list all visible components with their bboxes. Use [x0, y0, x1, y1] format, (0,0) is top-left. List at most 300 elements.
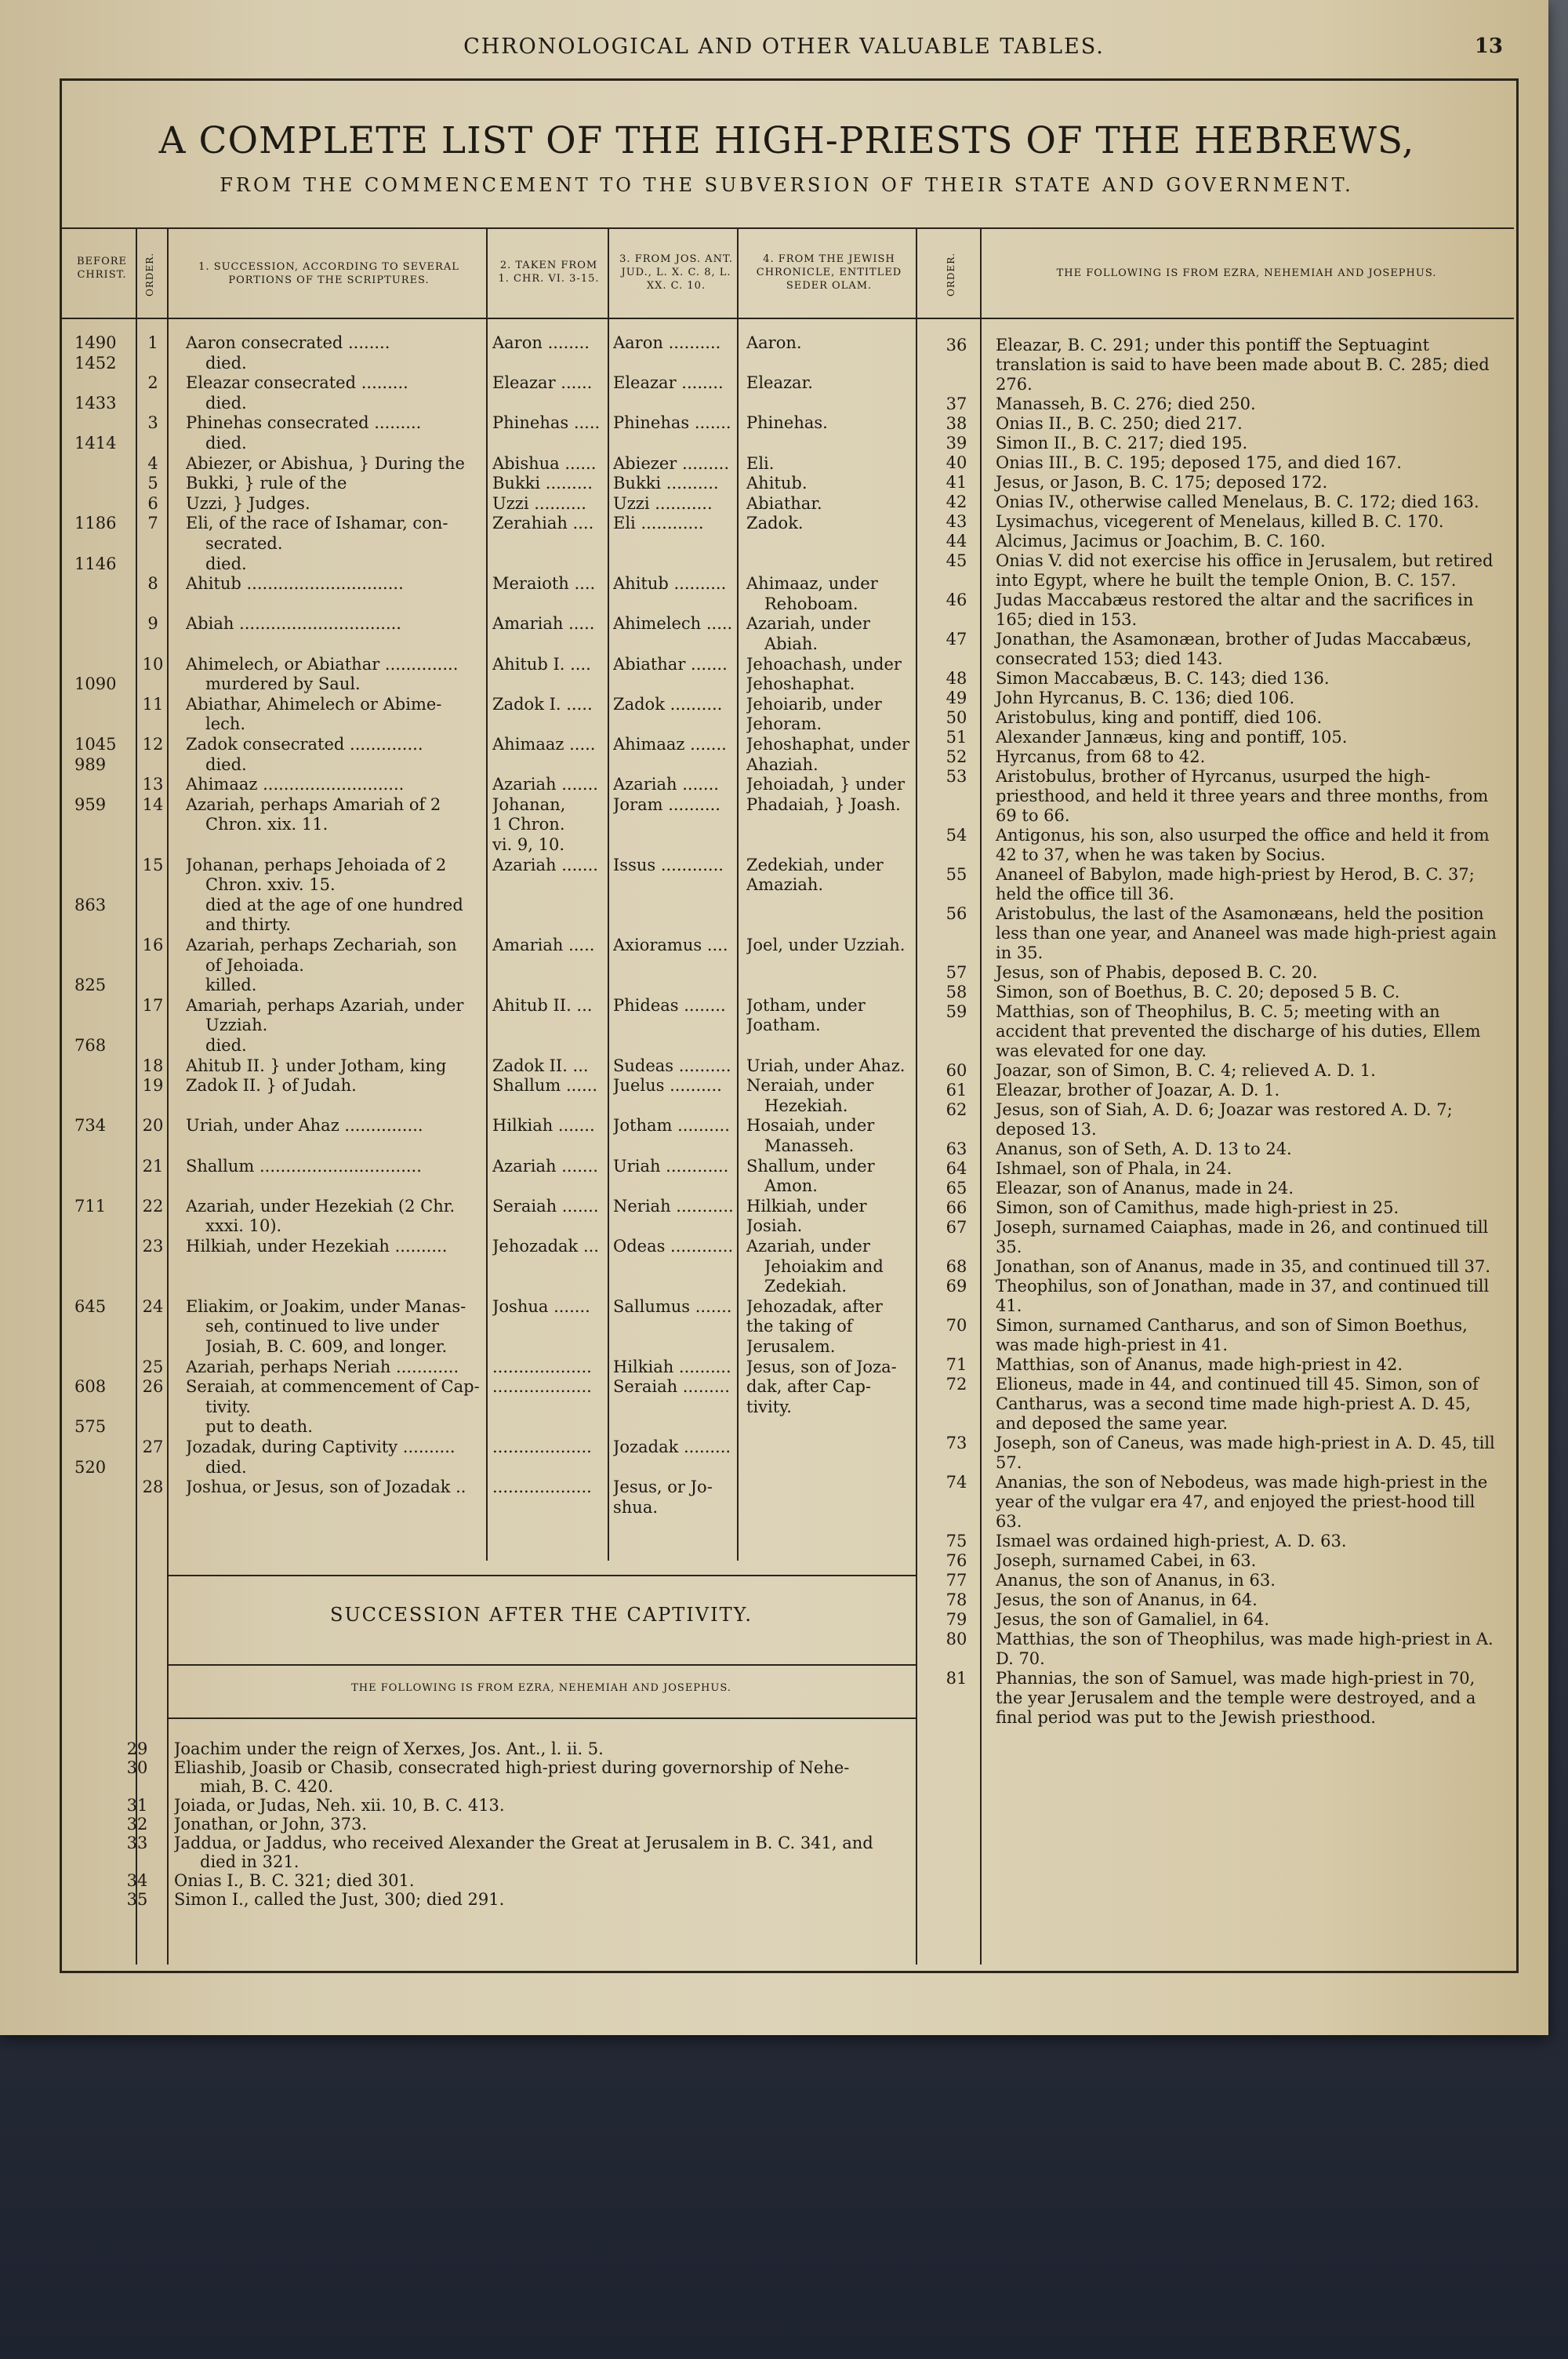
order-cell: 14 — [142, 794, 164, 814]
succession-cell: Amariah, perhaps Azariah, under — [186, 995, 464, 1015]
succession-cell: Phinehas consecrated ......... — [186, 413, 422, 433]
right-entry — [946, 1100, 1501, 1140]
year-cell: 1433 — [74, 393, 117, 413]
header-col1: 1. SUCCESSION, ACCORDING TO SEVERAL PORTIONS OF THE SCRIPTURES. — [198, 261, 459, 286]
order-cell: 72 — [946, 1375, 967, 1394]
succession-cell: Johanan, perhaps Jehoiada of 2 — [186, 855, 447, 874]
right-entry — [946, 336, 1501, 394]
succession-cell: Ahitub .............................. — [186, 574, 404, 594]
year-cell: 1490 — [74, 333, 117, 352]
entry-text: Onias III., B. C. 195; deposed 175, and died 167. — [996, 453, 1402, 472]
order-cell: 80 — [946, 1630, 967, 1648]
chronicles-cell: Phinehas ..... — [492, 413, 601, 433]
succession-cell: Ahimaaz ........................... — [186, 775, 405, 794]
entry-text: Ananus, the son of Ananus, in 63. — [996, 1571, 1276, 1590]
josephus-cell: Phinehas ....... — [613, 413, 731, 433]
captivity-entry: Jaddua, or Jaddus, who received Alexander the Great at Jerusalem in B. C. 341, and — [174, 1834, 873, 1852]
order-cell: 12 — [142, 735, 164, 754]
order-cell: 67 — [946, 1218, 967, 1237]
order-cell: 42 — [946, 493, 967, 511]
order-cell: 45 — [946, 551, 967, 570]
captivity-entry: Onias I., B. C. 321; died 301. — [174, 1871, 415, 1890]
order-cell: 40 — [946, 453, 967, 472]
succession-cell: Hilkiah, under Hezekiah .......... — [186, 1237, 448, 1256]
right-entry — [946, 1061, 1501, 1081]
year-cell: 1414 — [74, 434, 117, 453]
right-entry — [946, 1198, 1501, 1218]
year-cell: 1146 — [74, 554, 117, 573]
year-cell: 825 — [74, 976, 107, 995]
order-cell: 60 — [946, 1061, 967, 1080]
header-col3: 3. FROM JOS. ANT. JUD., L. X. C. 8, L. XX. C. 10. — [619, 253, 733, 292]
succession-cell: seh, continued to live under — [205, 1317, 439, 1336]
order-cell: 66 — [946, 1198, 967, 1217]
chronicles-cell: Abishua ...... — [492, 453, 597, 473]
order-cell: 62 — [946, 1100, 967, 1119]
right-entry — [946, 1081, 1501, 1100]
order-cell: 59 — [946, 1002, 967, 1021]
right-entry — [946, 826, 1501, 865]
order-cell: 71 — [946, 1355, 967, 1374]
order-cell: 24 — [142, 1296, 164, 1316]
right-entry — [946, 1434, 1501, 1473]
order-cell: 7 — [147, 514, 158, 533]
order-cell: 46 — [946, 591, 967, 609]
year-cell: 959 — [74, 794, 107, 814]
year-cell: 863 — [74, 895, 107, 914]
succession-cell: killed. — [205, 976, 257, 995]
succession-cell: Abiah ............................... — [186, 614, 401, 634]
captivity-entry: Simon I., called the Just, 300; died 291. — [174, 1890, 505, 1909]
order-cell: 69 — [946, 1277, 967, 1296]
josephus-cell: Sudeas .......... — [613, 1056, 731, 1075]
order-cell: 81 — [946, 1669, 967, 1688]
succession-cell: died. — [205, 754, 247, 774]
succession-cell: Azariah, perhaps Amariah of 2 — [186, 794, 441, 814]
seder-olam-cell: Jesus, son of Joza- — [746, 1357, 897, 1376]
seder-olam-cell: Jehozadak, after — [746, 1296, 883, 1316]
right-entry — [946, 1159, 1501, 1179]
captivity-top-rule — [167, 1575, 916, 1576]
succession-cell: Uriah, under Ahaz ............... — [186, 1116, 423, 1136]
captivity-entry: Jonathan, or John, 373. — [174, 1815, 368, 1834]
captivity-mid-rule — [167, 1664, 916, 1666]
chronicles-cell: Zerahiah .... — [492, 514, 594, 533]
order-cell: 3 — [147, 413, 158, 433]
josephus-cell: Odeas ............ — [613, 1237, 734, 1256]
seder-olam-cell: Ahaziah. — [746, 754, 818, 774]
chronicles-cell: Aaron ........ — [492, 333, 590, 352]
josephus-cell: Joram .......... — [613, 794, 720, 814]
order-cell: 9 — [147, 614, 158, 634]
josephus-cell: Bukki .......... — [613, 474, 719, 493]
seder-olam-cell: Aaron. — [746, 333, 802, 352]
chronicles-cell: Johanan, — [492, 794, 566, 814]
entry-text: Antigonus, his son, also usurped the office and held it from 42 to 37, when he was taken by Socius. — [996, 826, 1490, 864]
year-cell: 734 — [74, 1116, 107, 1136]
entry-text: Manasseh, B. C. 276; died 250. — [996, 394, 1256, 413]
succession-cell: tivity. — [205, 1397, 251, 1416]
year-cell: 711 — [74, 1196, 107, 1216]
josephus-cell: Zadok .......... — [613, 694, 723, 714]
entry-text: Alcimus, Jacimus or Joachim, B. C. 160. — [996, 532, 1326, 551]
succession-cell: Uzzi, } Judges. — [186, 493, 310, 513]
order-cell: 2 — [147, 373, 158, 393]
order-cell: 33 — [126, 1834, 148, 1852]
succession-cell: Ahitub II. } under Jotham, king — [186, 1056, 447, 1075]
order-cell: 78 — [946, 1590, 967, 1609]
succession-cell: Josiah, B. C. 609, and longer. — [205, 1337, 448, 1356]
josephus-cell: Juelus .......... — [613, 1076, 722, 1096]
header-right: THE FOLLOWING IS FROM EZRA, NEHEMIAH AND JOSEPHUS. — [1056, 267, 1437, 279]
seder-olam-cell: Josiah. — [746, 1216, 803, 1236]
entry-text: Theophilus, son of Jonathan, made in 37, and continued till 41. — [996, 1277, 1490, 1315]
right-entry — [946, 1590, 1501, 1610]
order-cell: 4 — [147, 453, 158, 473]
order-cell: 58 — [946, 983, 967, 1001]
succession-cell: died. — [205, 353, 247, 373]
succession-cell: died. — [205, 393, 247, 413]
right-entry — [946, 1551, 1501, 1571]
order-cell: 63 — [946, 1140, 967, 1158]
right-entry — [946, 1630, 1501, 1669]
succession-cell: Shallum ............................... — [186, 1156, 422, 1176]
entry-text: Eleazar, brother of Joazar, A. D. 1. — [996, 1081, 1280, 1100]
seder-olam-cell: Jehoram. — [746, 714, 822, 734]
seder-olam-cell: dak, after Cap- — [746, 1377, 872, 1397]
order-cell: 10 — [142, 654, 164, 674]
succession-cell: died. — [205, 434, 247, 453]
seder-olam-cell: Joatham. — [746, 1016, 821, 1035]
entry-text: Jesus, the son of Gamaliel, in 64. — [996, 1610, 1270, 1629]
seder-olam-cell: Jehoiakim and — [764, 1256, 884, 1276]
chronicles-cell: Meraioth .... — [492, 574, 596, 594]
running-head: CHRONOLOGICAL AND OTHER VALUABLE TABLES. — [463, 35, 1105, 59]
order-cell: 25 — [142, 1357, 164, 1376]
entry-text: Alexander Jannæus, king and pontiff, 105. — [996, 728, 1348, 747]
year-cell: 1186 — [74, 514, 117, 533]
seder-olam-cell: Ahimaaz, under — [746, 574, 878, 594]
chronicles-cell: Azariah ....... — [492, 855, 598, 874]
chronicles-cell: Bukki ......... — [492, 474, 593, 493]
year-cell: 575 — [74, 1417, 107, 1437]
succession-cell: Azariah, perhaps Zechariah, son — [186, 936, 457, 954]
seder-olam-cell: Jehoiarib, under — [746, 694, 882, 714]
order-cell: 31 — [126, 1796, 148, 1815]
josephus-cell: Eli ............ — [613, 514, 704, 533]
header-col4: 4. FROM THE JEWISH CHRONICLE, ENTITLED SEDER OLAM. — [756, 253, 902, 292]
order-cell: 21 — [142, 1156, 164, 1176]
seder-olam-cell: Jerusalem. — [746, 1337, 836, 1356]
chronicles-cell: Zadok I. ..... — [492, 694, 593, 714]
right-entry — [946, 394, 1501, 414]
succession-cell: Uzziah. — [205, 1016, 268, 1035]
order-cell: 17 — [142, 995, 164, 1015]
order-cell: 74 — [946, 1473, 967, 1492]
chronicles-cell: Seraiah ....... — [492, 1196, 599, 1216]
year-cell: 768 — [74, 1036, 107, 1055]
order-cell: 6 — [147, 493, 158, 513]
chronicles-cell: ................... — [492, 1438, 592, 1456]
josephus-cell: Jotham .......... — [613, 1116, 730, 1136]
seder-olam-cell: Shallum, under — [746, 1156, 875, 1176]
chronicles-cell: Shallum ...... — [492, 1076, 598, 1096]
entry-text: Ismael was ordained high-priest, A. D. 63. — [996, 1532, 1347, 1550]
seder-olam-cell: Eli. — [746, 453, 775, 473]
header-bottom-rule — [60, 318, 1514, 319]
succession-cell: Bukki, } rule of the — [186, 474, 347, 493]
right-entry — [946, 414, 1501, 434]
seder-olam-cell: Amon. — [764, 1176, 818, 1196]
right-entry — [946, 1571, 1501, 1590]
chronicles-cell: Amariah ..... — [492, 936, 595, 954]
right-entry — [946, 689, 1501, 708]
entry-text: Jonathan, the Asamonæan, brother of Judas Maccabæus, consecrated 153; died 143. — [996, 630, 1472, 668]
order-cell: 56 — [946, 904, 967, 923]
seder-olam-cell: Rehoboam. — [764, 594, 858, 613]
right-entry — [946, 1257, 1501, 1277]
order-cell: 57 — [946, 963, 967, 982]
year-cell: 520 — [74, 1457, 107, 1477]
josephus-cell: Abiathar ....... — [613, 654, 728, 674]
order-cell: 53 — [946, 767, 967, 786]
josephus-cell: Jesus, or Jo- — [613, 1478, 713, 1497]
entry-text: Ananeel of Babylon, made high-priest by Herod, B. C. 37; held the office till 36. — [996, 865, 1475, 903]
right-entry — [946, 669, 1501, 689]
entry-text: Onias II., B. C. 250; died 217. — [996, 414, 1243, 433]
entry-text: Jesus, or Jason, B. C. 175; deposed 172. — [996, 473, 1328, 492]
captivity-entry: miah, B. C. 420. — [200, 1777, 334, 1796]
captivity-entry: Joiada, or Judas, Neh. xii. 10, B. C. 413. — [174, 1796, 505, 1815]
entry-text: Lysimachus, vicegerent of Menelaus, killed B. C. 170. — [996, 512, 1444, 531]
year-cell: 1090 — [74, 674, 117, 694]
josephus-cell: Azariah ....... — [613, 775, 719, 794]
order-cell: 26 — [142, 1377, 164, 1397]
succession-cell: Ahimelech, or Abiathar .............. — [186, 654, 459, 674]
page-subtitle: FROM THE COMMENCEMENT TO THE SUBVERSION OF THEIR STATE AND GOVERNMENT. — [220, 174, 1354, 196]
order-cell: 38 — [946, 414, 967, 433]
entry-text: Simon, son of Boethus, B. C. 20; deposed 5 B. C. — [996, 983, 1400, 1001]
order-cell: 47 — [946, 630, 967, 649]
right-entry — [946, 1277, 1501, 1316]
header-order: ORDER. — [144, 252, 155, 297]
succession-cell: and thirty. — [205, 915, 292, 935]
order-cell: 41 — [946, 473, 967, 492]
order-cell: 13 — [142, 775, 164, 794]
seder-olam-cell: Hezekiah. — [764, 1096, 848, 1115]
order-cell: 70 — [946, 1316, 967, 1335]
josephus-cell: Ahimelech ..... — [613, 614, 733, 634]
order-cell: 77 — [946, 1571, 967, 1590]
right-entry — [946, 904, 1501, 963]
seder-olam-cell: Zedekiah, under — [746, 855, 884, 874]
right-entry — [946, 747, 1501, 767]
entry-text: Joazar, son of Simon, B. C. 4; relieved A. D. 1. — [996, 1061, 1376, 1080]
order-cell: 75 — [946, 1532, 967, 1550]
order-cell: 43 — [946, 512, 967, 531]
entry-text: Joseph, surnamed Cabei, in 63. — [996, 1551, 1257, 1570]
seder-olam-cell: Zedekiah. — [764, 1277, 848, 1296]
captivity-entry: died in 321. — [200, 1852, 299, 1871]
seder-olam-cell: Jehoiadah, } under — [746, 775, 906, 794]
right-entry — [946, 1218, 1501, 1257]
year-cell: 989 — [74, 754, 107, 774]
seder-olam-cell: Hosaiah, under — [746, 1116, 875, 1136]
page-title: A COMPLETE LIST OF THE HIGH-PRIESTS OF THE HEBREWS, — [158, 119, 1415, 162]
order-cell: 55 — [946, 865, 967, 884]
chronicles-cell: Hilkiah ....... — [492, 1116, 595, 1136]
order-cell: 16 — [142, 936, 164, 954]
entry-text: Eleazar, son of Ananus, made in 24. — [996, 1179, 1294, 1198]
entry-text: Ananus, son of Seth, A. D. 13 to 24. — [996, 1140, 1292, 1158]
right-entry — [946, 865, 1501, 904]
chronicles-cell: ................... — [492, 1357, 592, 1376]
year-cell: 645 — [74, 1296, 107, 1316]
josephus-cell: Abiezer ......... — [613, 453, 730, 473]
josephus-cell: shua. — [613, 1497, 659, 1517]
chronicles-cell: vi. 9, 10. — [492, 835, 565, 854]
entry-text: Simon, surnamed Cantharus, and son of Simon Boethus, was made high-priest in 41. — [996, 1316, 1468, 1354]
josephus-cell: Axioramus .... — [613, 936, 728, 954]
seder-olam-cell: Jehoshaphat, under — [746, 735, 910, 754]
right-entry — [946, 1179, 1501, 1198]
seder-olam-cell: Phadaiah, } Joash. — [746, 794, 901, 814]
entry-text: Simon II., B. C. 217; died 195. — [996, 434, 1248, 453]
year-cell: 1452 — [74, 353, 117, 373]
entry-text: Aristobulus, the last of the Asamonæans, held the position less than one year, and Ananeel was made high-priest again in 35. — [996, 904, 1497, 962]
chronicles-cell: Zadok II. ... — [492, 1056, 589, 1075]
entry-text: Elioneus, made in 44, and continued till 45. Simon, son of Cantharus, was a second time made high-priest A. D. 45, and deposed the same year. — [996, 1375, 1479, 1433]
josephus-cell: Phideas ........ — [613, 995, 726, 1015]
right-entry — [946, 473, 1501, 493]
entry-text: Judas Maccabæus restored the altar and the sacrifices in 165; died in 153. — [996, 591, 1474, 629]
right-entry — [946, 1140, 1501, 1159]
order-cell: 19 — [142, 1076, 164, 1096]
order-cell: 48 — [946, 669, 967, 688]
entry-text: Jonathan, son of Ananus, made in 35, and continued till 37. — [996, 1257, 1491, 1276]
order-cell: 28 — [142, 1478, 164, 1497]
chronicles-cell: Jehozadak ... — [492, 1237, 599, 1256]
succession-cell: Jozadak, during Captivity .......... — [186, 1438, 456, 1456]
succession-cell: of Jehoiada. — [205, 955, 304, 975]
succession-cell: Zadok consecrated .............. — [186, 735, 423, 754]
succession-cell: Eli, of the race of Ishamar, con- — [186, 514, 448, 533]
entry-text: Onias IV., otherwise called Menelaus, B. C. 172; died 163. — [996, 493, 1479, 511]
seder-olam-cell: Ahitub. — [746, 474, 808, 493]
order-cell: 30 — [126, 1758, 148, 1777]
succession-cell: Joshua, or Jesus, son of Jozadak .. — [186, 1478, 466, 1497]
chronicles-cell: Eleazar ...... — [492, 373, 593, 393]
right-entry — [946, 1532, 1501, 1551]
order-cell: 73 — [946, 1434, 967, 1452]
chronicles-cell: Joshua ....... — [492, 1296, 590, 1316]
order-cell: 65 — [946, 1179, 967, 1198]
order-cell: 11 — [142, 694, 164, 714]
succession-cell: put to death. — [205, 1417, 313, 1437]
seder-olam-cell: Jotham, under — [746, 995, 866, 1015]
succession-cell: Zadok II. } of Judah. — [186, 1076, 357, 1096]
right-entry — [946, 532, 1501, 551]
col-divider-order-right — [980, 227, 982, 1965]
seder-olam-cell: Abiah. — [764, 634, 818, 653]
right-entry — [946, 551, 1501, 591]
right-entry — [946, 493, 1501, 512]
chronicles-cell: 1 Chron. — [492, 815, 565, 834]
seder-olam-cell: tivity. — [746, 1397, 792, 1416]
order-cell: 32 — [126, 1815, 148, 1834]
right-entry — [946, 708, 1501, 728]
order-cell: 61 — [946, 1081, 967, 1100]
order-cell: 39 — [946, 434, 967, 453]
entry-text: Simon, son of Camithus, made high-priest in 25. — [996, 1198, 1399, 1217]
succession-cell: Azariah, perhaps Neriah ............ — [186, 1357, 459, 1376]
succession-cell: lech. — [205, 714, 246, 734]
order-cell: 49 — [946, 689, 967, 707]
josephus-cell: Seraiah ......... — [613, 1377, 730, 1397]
order-cell: 20 — [142, 1116, 164, 1136]
seder-olam-cell: Manasseh. — [764, 1136, 855, 1155]
succession-cell: xxxi. 10). — [205, 1216, 282, 1236]
entry-text: Hyrcanus, from 68 to 42. — [996, 747, 1206, 766]
order-cell: 34 — [126, 1871, 148, 1890]
succession-cell: Eleazar consecrated ......... — [186, 373, 408, 393]
josephus-cell: Uzzi ........... — [613, 493, 713, 513]
succession-cell: died. — [205, 554, 247, 573]
succession-cell: Azariah, under Hezekiah (2 Chr. — [186, 1196, 456, 1216]
josephus-cell: Uriah ............ — [613, 1156, 729, 1176]
right-entry — [946, 512, 1501, 532]
right-entry — [946, 453, 1501, 473]
header-col2: 2. TAKEN FROM 1. CHR. VI. 3-15. — [498, 260, 600, 285]
right-entry — [946, 1316, 1501, 1355]
right-entry — [946, 1355, 1501, 1375]
chronicles-cell: Ahitub I. .... — [492, 654, 591, 674]
right-entry — [946, 630, 1501, 669]
entry-text: Jesus, son of Siah, A. D. 6; Joazar was restored A. D. 7; deposed 13. — [996, 1100, 1453, 1139]
entry-text: Jesus, son of Phabis, deposed B. C. 20. — [996, 963, 1318, 982]
order-cell: 27 — [142, 1438, 164, 1456]
josephus-cell: Neriah ........... — [613, 1196, 734, 1216]
succession-cell: Abiezer, or Abishua, } During the — [186, 453, 465, 473]
succession-cell: died at the age of one hundred — [205, 895, 463, 914]
josephus-cell: Sallumus ....... — [613, 1296, 732, 1316]
right-entry — [946, 767, 1501, 826]
josephus-cell: Jozadak ......... — [613, 1438, 731, 1456]
order-cell: 15 — [142, 855, 164, 874]
right-entry — [946, 1669, 1501, 1728]
seder-olam-cell: Eleazar. — [746, 373, 813, 393]
order-cell: 64 — [946, 1159, 967, 1178]
entry-text: Phannias, the son of Samuel, was made high-priest in 70, the year Jerusalem and the temple were destroyed, and a final period was put to the Jewish priesthood. — [996, 1669, 1476, 1727]
seder-olam-cell: the taking of — [746, 1317, 853, 1336]
col-divider-c3 — [737, 227, 739, 1561]
succession-cell: secrated. — [205, 534, 283, 553]
year-cell: 608 — [74, 1377, 107, 1397]
order-cell: 23 — [142, 1237, 164, 1256]
captivity-entry: Eliashib, Joasib or Chasib, consecrated high-priest during governorship of Nehe- — [174, 1758, 850, 1777]
josephus-cell: Ahitub .......... — [613, 574, 727, 594]
seder-olam-cell: Joel, under Uzziah. — [746, 936, 906, 954]
seder-olam-cell: Jehoshaphat. — [746, 674, 855, 694]
entry-text: Ananias, the son of Nebodeus, was made high-priest in the year of the vulgar era 47, and enjoyed the priest-hood till 63. — [996, 1473, 1488, 1531]
succession-cell: Chron. xxiv. 15. — [205, 875, 336, 895]
seder-olam-cell: Azariah, under — [746, 1237, 870, 1256]
chronicles-cell: Azariah ....... — [492, 1156, 598, 1176]
seder-olam-cell: Jehoachash, under — [746, 654, 902, 674]
entry-text: Simon Maccabæus, B. C. 143; died 136. — [996, 669, 1330, 688]
order-cell: 29 — [126, 1739, 148, 1758]
seder-olam-cell: Hilkiah, under — [746, 1196, 867, 1216]
